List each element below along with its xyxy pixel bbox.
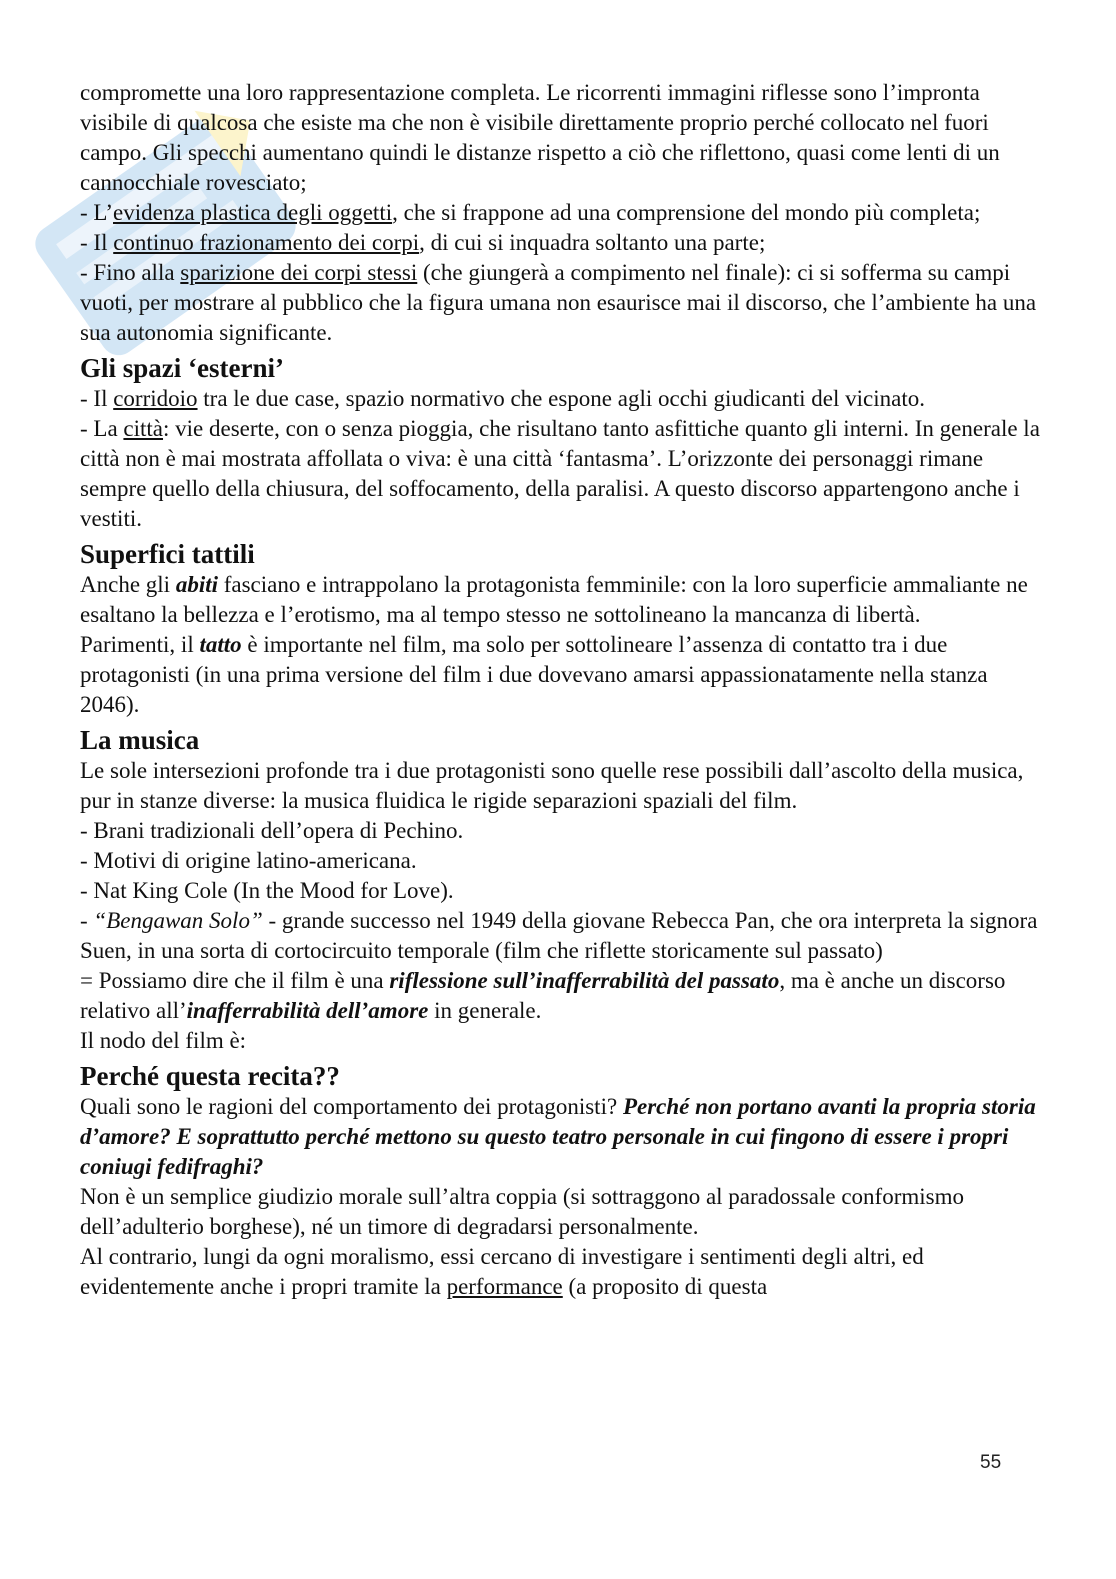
bullet-corridoio: - Il corridoio tra le due case, spazio normativo che espone agli occhi giudicanti del vicinato. — [80, 386, 925, 411]
bullet-evidenza: - L’evidenza plastica degli oggetti, che si frappone ad una comprensione del mondo più completa; — [80, 200, 981, 225]
bullet-sparizione: - Fino alla sparizione dei corpi stessi (che giungerà a compimento nel finale): ci si sofferma su campi vuoti, per mostrare al pubblico che la figura umana non esaurisce mai il discorso, che l’ambiente ha una sua autonomia significante. — [80, 260, 1037, 345]
paragraph-musica-intro: Le sole intersezioni profonde tra i due protagonisti sono quelle rese possibili dall’ascolto della musica, pur in stanze diverse: la musica fluidica le rigide separazioni spaziali del film. — [80, 758, 1024, 813]
paragraph-tatto: Parimenti, il tatto è importante nel film, ma solo per sottolineare l’assenza di contatto tra i due protagonisti (in una prima versione del film i due dovevano amarsi appassionatamente nella stanza 2046). — [80, 632, 988, 717]
paragraph-performance: Al contrario, lungi da ogni moralismo, essi cercano di investigare i sentimenti degli altri, ed evidentemente anche i propri tramite la performance (a proposito di questa — [80, 1244, 924, 1299]
list-item-bengawan-solo: - “Bengawan Solo” - grande successo nel 1949 della giovane Rebecca Pan, che ora interpreta la signora Suen, in una sorta di cortocircuito temporale (film che riflette storicamente sul passato) — [80, 908, 1038, 963]
heading-spazi-esterni: Gli spazi ‘esterni’ — [80, 353, 284, 383]
heading-superfici-tattili: Superfici tattili — [80, 539, 255, 569]
paragraph-conclusion: = Possiamo dire che il film è una riflessione sull’inafferrabilità del passato, ma è anche un discorso relativo all’inafferrabilità dell’amore in generale. — [80, 968, 1006, 1023]
heading-perche-questa-recita: Perché questa recita?? — [80, 1061, 340, 1091]
bullet-frazionamento: - Il continuo frazionamento dei corpi, di cui si inquadra soltanto una parte; — [80, 230, 766, 255]
list-item: - Motivi di origine latino-americana. — [80, 848, 417, 873]
paragraph-questions: Quali sono le ragioni del comportamento dei protagonisti? Perché non portano avanti la propria storia d’amore? E soprattutto perché mettono su questo teatro personale in cui fingono di essere i propri coniugi fedifraghi? — [80, 1094, 1036, 1179]
paragraph-abiti: Anche gli abiti fasciano e intrappolano la protagonista femminile: con la loro superficie ammaliante ne esaltano la bellezza e l’erotismo, ma al tempo stesso ne sottolineano la mancanza di libertà. — [80, 572, 1028, 627]
list-item: - Brani tradizionali dell’opera di Pechino. — [80, 818, 464, 843]
bullet-citta: - La città: vie deserte, con o senza pioggia, che risultano tanto asfittiche quanto gli interni. In generale la città non è mai mostrata affollata o viva: è una città ‘fantasma’. L’orizzonte dei personaggi rimane sempre quello della chiusura, del soffocamento, della paralisi. A questo discorso appartengono anche i vestiti. — [80, 416, 1040, 531]
heading-la-musica: La musica — [80, 725, 200, 755]
page-number: 55 — [980, 1452, 1002, 1473]
paragraph-nodo: Il nodo del film è: — [80, 1028, 247, 1053]
document-body — [80, 78, 1040, 1302]
paragraph-giudizio: Non è un semplice giudizio morale sull’altra coppia (si sottraggono al paradossale conformismo dell’adulterio borghese), né un timore di degradarsi personalmente. — [80, 1184, 964, 1239]
paragraph-reflections: compromette una loro rappresentazione completa. Le ricorrenti immagini riflesse sono l’impronta visibile di qualcosa che esiste ma che non è visibile direttamente proprio perché collocato nel fuori campo. Gli specchi aumentano quindi le distanze rispetto a ciò che riflettono, quasi come lenti di un cannocchiale rovesciato; — [80, 80, 1000, 195]
list-item: - Nat King Cole (In the Mood for Love). — [80, 878, 454, 903]
